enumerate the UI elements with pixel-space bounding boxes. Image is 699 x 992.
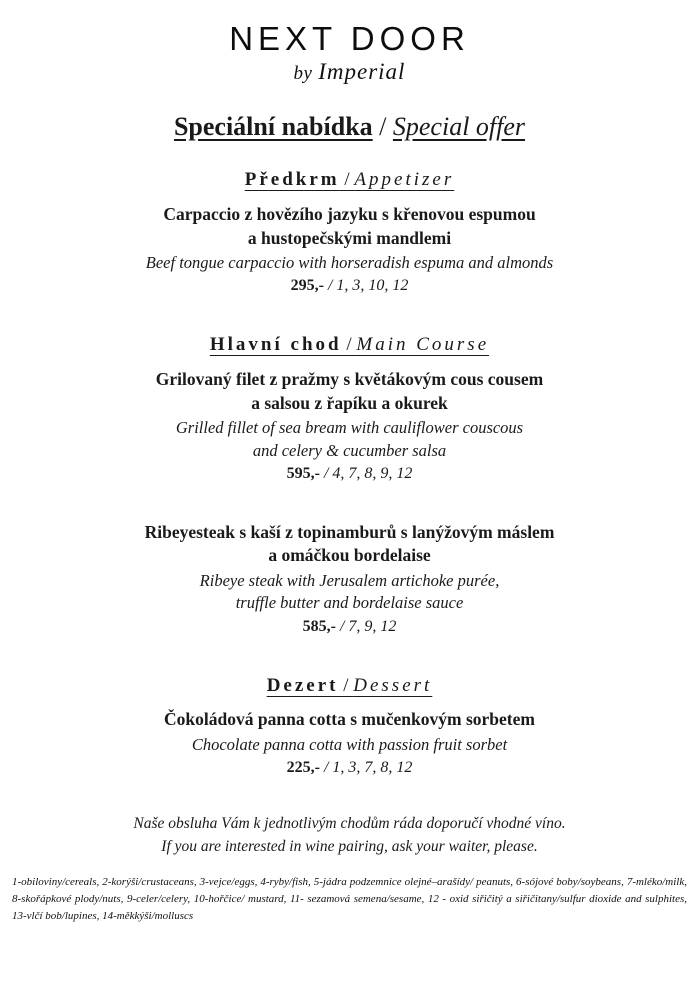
menu-item-name-cz-line2: a salsou z řapíku a okurek — [251, 392, 448, 413]
page-title-en: Special offer — [392, 112, 526, 141]
menu-item-name-cz — [10, 708, 689, 732]
restaurant-logo — [10, 22, 689, 85]
section-heading-appetizer — [10, 168, 689, 193]
menu-item-name-cz-line2: a omáčkou bordelaise — [268, 545, 431, 566]
menu-item-price: 295,- — [290, 277, 324, 295]
section-heading-separator: / — [338, 674, 354, 696]
section-heading-en: Main Course — [356, 334, 490, 356]
menu-item-name-en-line1: Grilled fillet of sea bream with cauliflower couscous — [175, 418, 524, 438]
section-heading-en: Appetizer — [354, 169, 455, 191]
menu-item-price-row — [10, 759, 689, 777]
wine-pairing-note — [10, 813, 689, 858]
menu-item-name-cz-line1: Čokoládová panna cotta s mučenkovým sorbetem — [164, 709, 535, 730]
menu-item-price-row — [10, 465, 689, 483]
menu-item — [10, 368, 689, 483]
menu-item-name-en — [10, 734, 689, 756]
section-heading-cz: Předkrm — [244, 169, 340, 191]
menu-item-name-cz — [10, 368, 689, 415]
menu-item-name-en-line2: and celery & cucumber salsa — [252, 440, 447, 460]
menu-item-name-cz-line1: Carpaccio z hovězího jazyku s křenovou espumou — [163, 203, 536, 224]
menu-section-appetizer — [10, 168, 689, 295]
menu-item-name-en-line1: Ribeye steak with Jerusalem artichoke purée, — [199, 571, 500, 591]
menu-section-dessert — [10, 674, 689, 778]
menu-item-name-en-line1: Beef tongue carpaccio with horseradish espuma and almonds — [145, 253, 554, 273]
menu-item-allergens: / 1, 3, 7, 8, 12 — [319, 759, 413, 777]
menu-item — [10, 708, 689, 777]
menu-item-name-en-line1: Chocolate panna cotta with passion fruit sorbet — [191, 734, 508, 754]
menu-item-name-cz-line2: a hustopečskými mandlemi — [247, 227, 452, 248]
menu-item-price-row — [10, 277, 689, 295]
logo-brand-text: NEXT DOOR — [229, 20, 470, 57]
menu-item-price-row — [10, 618, 689, 636]
menu-item-name-cz — [10, 521, 689, 568]
menu-item-name-en — [10, 417, 689, 462]
menu-item-allergens: / 1, 3, 10, 12 — [323, 277, 409, 295]
logo-imperial-text: Imperial — [318, 59, 406, 84]
section-heading-cz: Hlavní chod — [209, 334, 342, 356]
menu-section-main-course — [10, 333, 689, 635]
menu-item-allergens: / 4, 7, 8, 9, 12 — [319, 464, 413, 482]
page-title — [10, 111, 689, 142]
menu-item-allergens: / 7, 9, 12 — [335, 617, 397, 635]
section-heading-en: Dessert — [353, 674, 433, 696]
menu-item-price: 585,- — [302, 617, 336, 635]
menu-item-name-en — [10, 570, 689, 615]
menu-item-name-en-line2: truffle butter and bordelaise sauce — [235, 593, 464, 613]
allergen-legend: 1-obiloviny/cereals, 2-korýši/crustaceans, 3-vejce/eggs, 4-ryby/fish, 5-jádra podzemnice olejné–arašídy/ peanuts, 6-sójové boby/soybeans, 7-mléko/milk, 8-skořápkové plody/nuts, 9-celer/celery, 10-hořčice/ mustard, 11- sezamová semena/sesame, 12 - oxid siřičitý a siřičitany/sulfur dioxide and sulphites, 13-vlčí bob/lupines, 14-měkkýši/molluscs — [12, 876, 687, 923]
page-title-separator: / — [372, 112, 393, 141]
menu-item-name-en — [10, 252, 689, 274]
section-heading-main-course — [10, 333, 689, 358]
section-heading-separator: / — [339, 169, 355, 191]
menu-item-name-cz — [10, 203, 689, 250]
page-title-cz: Speciální nabídka — [173, 112, 373, 141]
section-heading-separator: / — [341, 334, 357, 356]
menu-item-price: 595,- — [286, 464, 320, 482]
wine-pairing-note-cz: Naše obsluha Vám k jednotlivým chodům ráda doporučí vhodné víno. — [133, 815, 566, 833]
menu-item — [10, 203, 689, 296]
menu-item-price: 225,- — [286, 759, 320, 777]
menu-item-name-cz-line1: Ribeyesteak s kaší z topinamburů s lanýžovým máslem — [144, 521, 555, 542]
logo-subtitle — [10, 59, 689, 85]
section-heading-dessert — [10, 674, 689, 699]
menu-item-name-cz-line1: Grilovaný filet z pražmy s květákovým cous cousem — [155, 369, 544, 390]
logo-by-text: by — [293, 63, 313, 84]
wine-pairing-note-en: If you are interested in wine pairing, ask your waiter, please. — [161, 837, 538, 855]
menu-item — [10, 521, 689, 636]
section-heading-cz: Dezert — [266, 674, 339, 696]
